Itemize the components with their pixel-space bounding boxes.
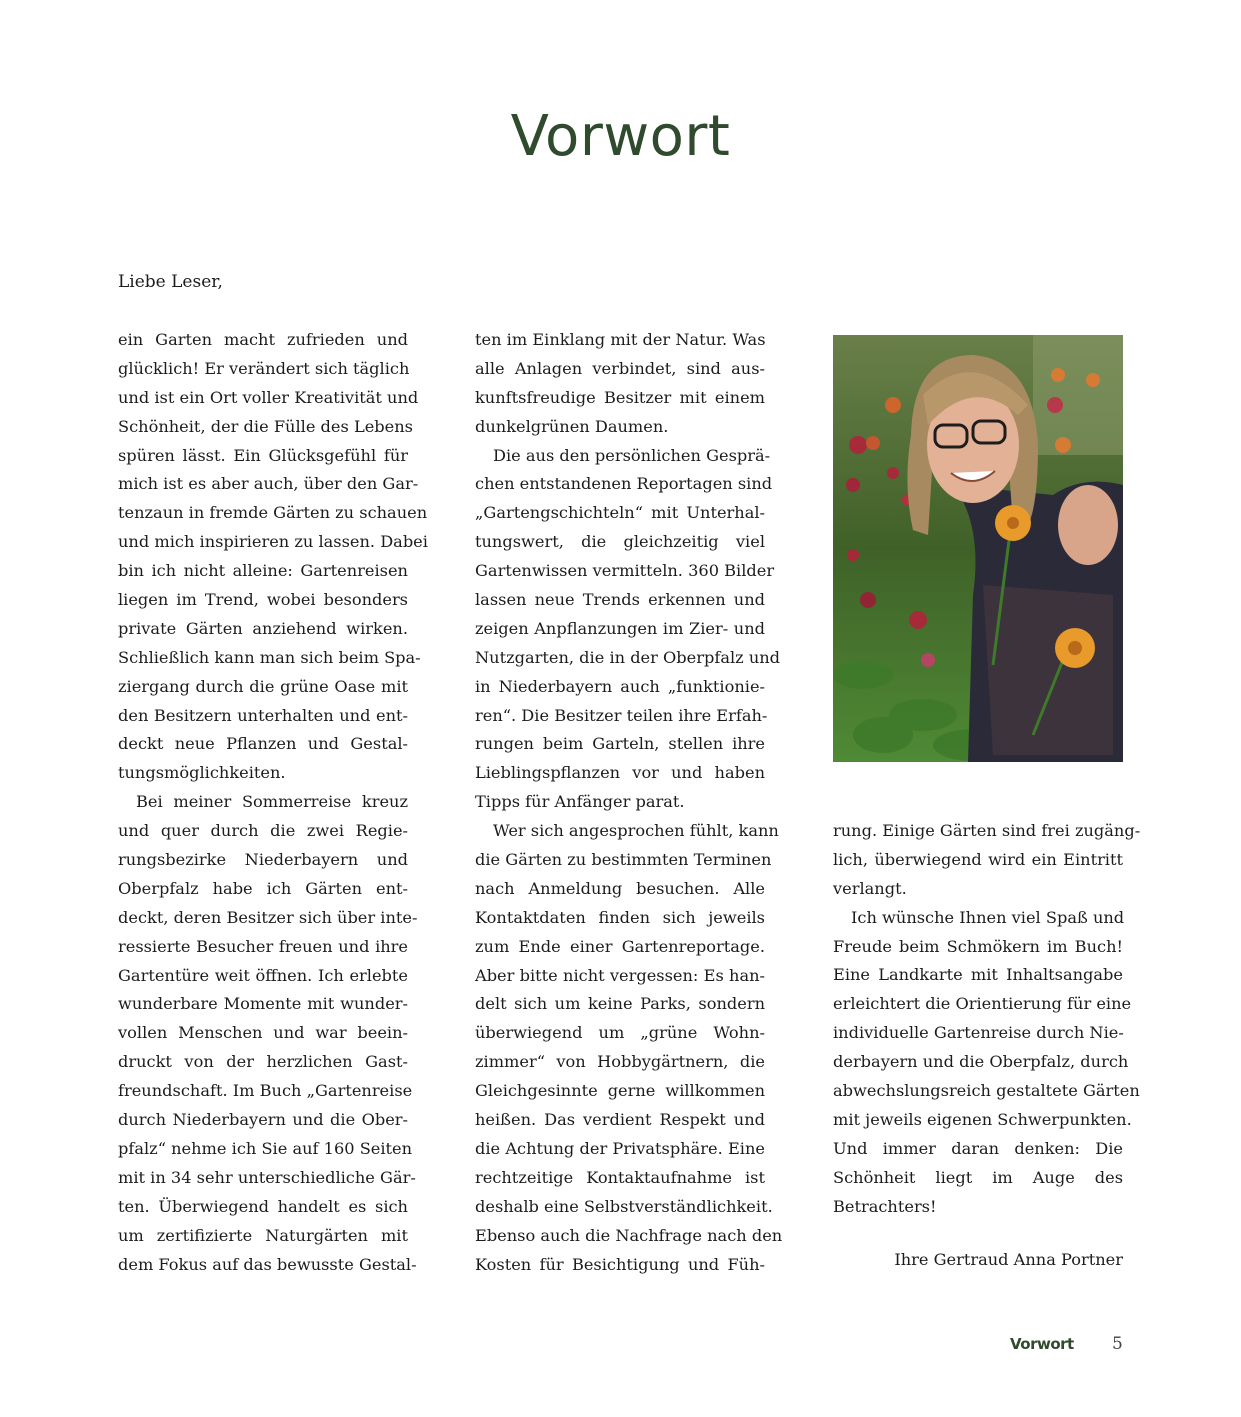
- text-line: Und immer daran denken: Die: [833, 1138, 1123, 1158]
- text-line: lich, überwiegend wird ein Eintritt: [833, 849, 1123, 869]
- text-line: mit in 34 sehr unterschiedliche Gär-: [118, 1167, 416, 1187]
- author-portrait-photo: [833, 335, 1123, 762]
- text-line: alle Anlagen verbindet, sind aus-: [475, 358, 765, 378]
- text-line: tungswert, die gleichzeitig viel: [475, 532, 765, 552]
- text-line: Eine Landkarte mit Inhaltsangabe: [833, 965, 1123, 985]
- text-line: wunderbare Momente mit wunder-: [118, 994, 408, 1014]
- text-line: Tipps für Anfänger parat.: [475, 792, 685, 812]
- text-line: heißen. Das verdient Respekt und: [475, 1110, 765, 1130]
- text-line: Ich wünsche Ihnen viel Spaß und: [851, 907, 1125, 927]
- text-line: tenzaun in fremde Gärten zu schauen: [118, 503, 428, 523]
- text-line: Aber bitte nicht vergessen: Es han-: [475, 965, 765, 985]
- text-line: um zertifizierte Naturgärten mit: [118, 1225, 408, 1245]
- text-line: Schönheit liegt im Auge des: [833, 1167, 1123, 1187]
- text-line: kunftsfreudige Besitzer mit einem: [475, 387, 765, 407]
- text-line: erleichtert die Orientierung für eine: [833, 994, 1132, 1014]
- text-line: dunkelgrünen Daumen.: [475, 416, 669, 436]
- text-line: Die aus den persönlichen Gesprä-: [493, 445, 771, 465]
- text-line: ressierte Besucher freuen und ihre: [118, 936, 408, 956]
- text-column-2: [475, 326, 783, 1279]
- text-line: zum Ende einer Gartenreportage.: [475, 936, 765, 956]
- text-line: „Gartengschichteln“ mit Unterhal-: [475, 503, 765, 523]
- text-line: durch Niederbayern und die Ober-: [118, 1110, 408, 1130]
- text-line: glücklich! Er verändert sich täglich: [118, 358, 410, 378]
- text-line: deckt neue Pflanzen und Gestal-: [118, 734, 408, 754]
- text-line: Schließlich kann man sich beim Spa-: [118, 647, 421, 667]
- text-column-3: [833, 817, 1141, 1221]
- text-line: dem Fokus auf das bewusste Gestal-: [118, 1254, 417, 1274]
- text-line: ten im Einklang mit der Natur. Was: [475, 330, 766, 349]
- page-title: Vorwort: [510, 104, 731, 169]
- text-line: ein Garten macht zufrieden und: [118, 330, 408, 349]
- text-line: druckt von der herzlichen Gast-: [118, 1052, 408, 1072]
- text-line: zimmer“ von Hobbygärtnern, die: [475, 1052, 765, 1072]
- text-line: individuelle Gartenreise durch Nie-: [833, 1023, 1124, 1043]
- text-line: derbayern und die Oberpfalz, durch: [833, 1052, 1129, 1072]
- text-line: Oberpfalz habe ich Gärten ent-: [118, 878, 408, 898]
- text-line: Kontaktdaten finden sich jeweils: [475, 907, 765, 927]
- text-line: lassen neue Trends erkennen und: [475, 590, 765, 610]
- text-line: und quer durch die zwei Regie-: [118, 821, 408, 841]
- text-line: ziergang durch die grüne Oase mit: [118, 676, 408, 696]
- text-line: ren“. Die Besitzer teilen ihre Erfah-: [475, 705, 768, 725]
- running-footer-section: Vorwort: [1010, 1335, 1074, 1353]
- text-line: rung. Einige Gärten sind frei zugäng-: [833, 821, 1141, 840]
- text-line: Bei meiner Sommerreise kreuz: [136, 792, 408, 812]
- salutation: Liebe Leser,: [118, 272, 223, 292]
- text-line: rungsbezirke Niederbayern und: [118, 850, 408, 870]
- page-number: 5: [1112, 1334, 1123, 1354]
- text-line: spüren lässt. Ein Glücksgefühl für: [118, 445, 408, 465]
- text-line: rungen beim Garteln, stellen ihre: [475, 734, 765, 754]
- text-line: den Besitzern unterhalten und ent-: [118, 705, 408, 725]
- text-line: freundschaft. Im Buch „Gartenreise: [118, 1081, 413, 1101]
- author-portrait-illustration: [833, 335, 1123, 762]
- text-line: pfalz“ nehme ich Sie auf 160 Seiten: [118, 1138, 413, 1158]
- text-line: deckt, deren Besitzer sich über inte-: [118, 907, 418, 927]
- text-line: die Gärten zu bestimmten Terminen: [475, 850, 772, 870]
- text-line: mich ist es aber auch, über den Gar-: [118, 474, 419, 494]
- text-line: abwechslungsreich gestaltete Gärten: [833, 1081, 1140, 1101]
- text-line: überwiegend um „grüne Wohn-: [475, 1023, 765, 1043]
- text-line: und mich inspirieren zu lassen. Dabei: [118, 532, 428, 552]
- text-line: deshalb eine Selbstverständlichkeit.: [475, 1196, 773, 1216]
- text-line: und ist ein Ort voller Kreativität und: [118, 387, 419, 407]
- text-line: in Niederbayern auch „funktionie-: [475, 676, 765, 696]
- text-line: rechtzeitige Kontaktaufnahme ist: [475, 1167, 765, 1187]
- text-column-1: [118, 326, 428, 1279]
- text-line: verlangt.: [833, 878, 907, 898]
- text-line: zeigen Anpflanzungen im Zier- und: [475, 618, 765, 638]
- text-line: bin ich nicht alleine: Gartenreisen: [118, 561, 408, 581]
- text-line: Gartentüre weit öffnen. Ich erlebte: [118, 965, 408, 985]
- text-line: Schönheit, der die Fülle des Lebens: [118, 416, 413, 436]
- text-line: Betrachters!: [833, 1196, 937, 1216]
- text-line: ten. Überwiegend handelt es sich: [118, 1196, 408, 1216]
- text-line: Nutzgarten, die in der Oberpfalz und: [475, 647, 781, 667]
- text-line: liegen im Trend, wobei besonders: [118, 590, 408, 610]
- text-line: Gartenwissen vermitteln. 360 Bilder: [475, 561, 775, 581]
- text-line: mit jeweils eigenen Schwerpunkten.: [833, 1109, 1132, 1129]
- text-line: Freude beim Schmökern im Buch!: [833, 936, 1123, 956]
- text-line: tungsmöglichkeiten.: [118, 763, 286, 783]
- text-line: chen entstandenen Reportagen sind: [475, 474, 773, 494]
- text-line: Wer sich angesprochen fühlt, kann: [493, 821, 779, 841]
- text-line: Ebenso auch die Nachfrage nach den: [475, 1225, 783, 1245]
- text-line: nach Anmeldung besuchen. Alle: [475, 878, 765, 898]
- text-line: Lieblingspflanzen vor und haben: [475, 763, 765, 783]
- text-line: private Gärten anziehend wirken.: [118, 618, 408, 638]
- text-line: die Achtung der Privatsphäre. Eine: [475, 1138, 765, 1158]
- signature: Ihre Gertraud Anna Portner: [894, 1250, 1123, 1269]
- text-line: delt sich um keine Parks, sondern: [475, 994, 765, 1014]
- text-line: vollen Menschen und war beein-: [118, 1023, 408, 1043]
- text-line: Gleichgesinnte gerne willkommen: [475, 1081, 765, 1101]
- text-line: Kosten für Besichtigung und Füh-: [475, 1254, 765, 1274]
